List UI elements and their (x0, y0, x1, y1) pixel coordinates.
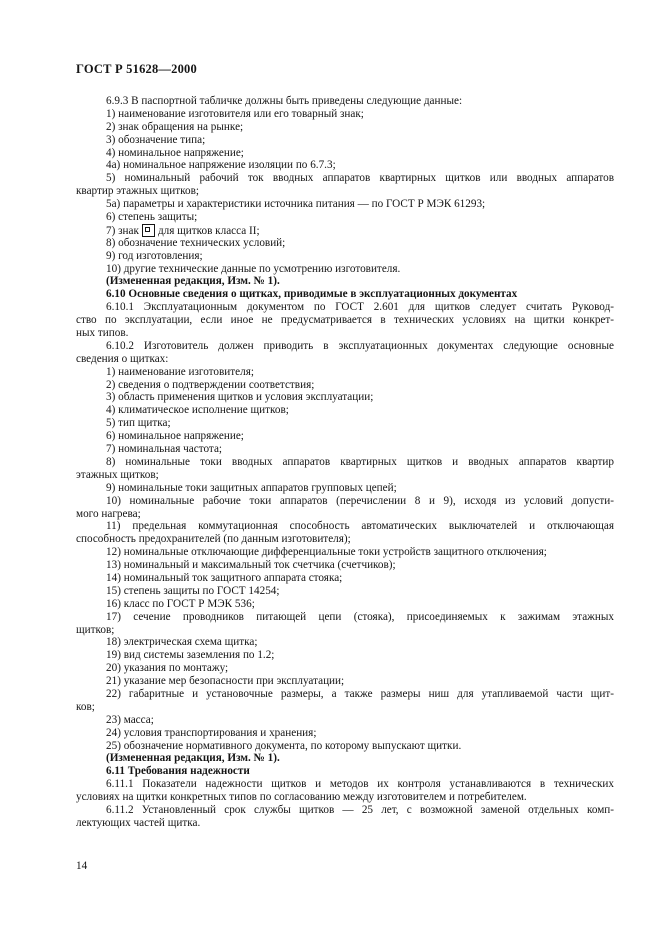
text-line: 10) другие технические данные по усмотрению изготовителя. (106, 262, 401, 275)
text-fragment: 7) знак (106, 224, 139, 237)
text-line: условиях на щитки конкретных типов по согласованию между изготовителем и потребителем. (76, 791, 527, 804)
section-heading-line: 6.10 Основные сведения о щитках, приводимые в эксплуатационных документах (106, 288, 518, 301)
text-line: щитков; (76, 623, 115, 636)
text-line: 6.9.3 В паспортной табличке должны быть приведены следующие данные: (106, 95, 463, 107)
text-line: 14) номинальный ток защитного аппарата стояка; (106, 571, 343, 584)
text-line: 21) указание мер безопасности при эксплуатации; (106, 675, 345, 688)
text-line: 19) вид системы заземления по 1.2; (106, 649, 275, 662)
text-line: 6.10.2 Изготовитель должен приводить в эксплуатационных документах следующие основные (106, 339, 614, 352)
text-line: 1) наименование изготовителя или его товарный знак; (106, 107, 364, 120)
text-line: 4) климатическое исполнение щитков; (106, 404, 289, 417)
text-line: 15) степень защиты по ГОСТ 14254; (106, 584, 280, 597)
text-line: 9) год изготовления; (106, 249, 203, 262)
text-line: 3) область применения щитков и условия эксплуатации; (106, 391, 374, 404)
text-line: ство по эксплуатации, если иное не предусматривается в технических условиях на щитки конкрет- (76, 314, 614, 327)
text-line: мого нагрева; (76, 507, 141, 520)
text-line: 12) номинальные отключающие дифференциальные токи устройств защитного отключения; (106, 546, 547, 559)
section-heading-line: 6.11 Требования надежности (106, 765, 250, 778)
text-line: 5) тип щитка; (106, 417, 171, 430)
text-line: ных типов. (76, 327, 129, 340)
text-line: 22) габаритные и установочные размеры, а также размеры ниш для утапливаемой части щит- (106, 687, 614, 700)
text-line: 1) наименование изготовителя; (106, 365, 254, 378)
text-line: 3) обозначение типа; (106, 133, 206, 146)
text-line: этажных щитков; (76, 468, 159, 481)
text-line: 25) обозначение нормативного документа, по которому выпускают щитки. (106, 739, 462, 752)
page-header-title: ГОСТ Р 51628—2000 (76, 62, 197, 76)
text-line: 6) номинальное напряжение; (106, 430, 244, 443)
text-line: 6) степень защиты; (106, 211, 198, 224)
text-line: 6.11.2 Установленный срок службы щитков — 25 лет, с возможной заменой отдельных комп- (106, 803, 614, 816)
text-line: 2) сведения о подтверждении соответствия; (106, 378, 315, 391)
text-line: 2) знак обращения на рынке; (106, 120, 244, 133)
text-line: 5) номинальный рабочий ток вводных аппаратов квартирных щитков или вводных аппаратов (106, 172, 614, 185)
text-line: способность предохранителей (по данным изготовителя); (76, 533, 351, 546)
text-line: 9) номинальные токи защитных аппаратов групповых цепей; (106, 481, 397, 494)
text-line: 4) номинальное напряжение; (106, 146, 244, 159)
text-line: 20) указания по монтажу; (106, 662, 229, 675)
text-line: ков; (76, 700, 95, 713)
text-line: сведения о щитках: (76, 352, 169, 365)
text-line: 18) электрическая схема щитка; (106, 636, 258, 649)
text-line: 13) номинальный и максимальный ток счетчика (счетчиков); (106, 559, 396, 572)
text-line: 7) номинальная частота; (106, 443, 223, 456)
text-line: 4а) номинальное напряжение изоляции по 6.7.3; (106, 159, 336, 172)
text-line: 11) предельная коммутационная способность автоматических выключателей и отключающая (106, 520, 614, 533)
text-line: 6.10.1 Эксплуатационным документом по ГОСТ 2.601 для щитков следует считать Руковод- (106, 301, 614, 314)
page-number: 14 (76, 860, 88, 872)
class-ii-double-insulation-icon (142, 224, 155, 237)
text-fragment: для щитков класса II; (157, 224, 260, 237)
text-line: 24) условия транспортирования и хранения; (106, 726, 317, 739)
text-line: 10) номинальные рабочие токи аппаратов (перечислении 8 и 9), исходя из условий допусти- (106, 494, 614, 507)
section-heading-line: (Измененная редакция, Изм. № 1). (106, 275, 280, 288)
text-line: 23) масса; (106, 713, 154, 726)
text-line: 5а) параметры и характеристики источника питания — по ГОСТ Р МЭК 61293; (106, 198, 486, 211)
text-line: 6.11.1 Показатели надежности щитков и методов их контроля устанавливаются в технических (106, 778, 614, 791)
text-line: 8) номинальные токи вводных аппаратов квартирных щитков и вводных аппаратов квартир (106, 455, 614, 468)
text-line: 16) класс по ГОСТ Р МЭК 536; (106, 597, 255, 610)
text-line (76, 224, 614, 237)
document-body (76, 95, 614, 830)
text-line: квартир этажных щитков; (76, 185, 200, 198)
section-heading-line: (Измененная редакция, Изм. № 1). (106, 752, 280, 765)
text-line: 8) обозначение технических условий; (106, 236, 286, 249)
text-line: 17) сечение проводников питающей цепи (стояка), присоединяемых к зажимам этажных (106, 610, 614, 623)
text-line: лектующих частей щитка. (76, 816, 201, 829)
